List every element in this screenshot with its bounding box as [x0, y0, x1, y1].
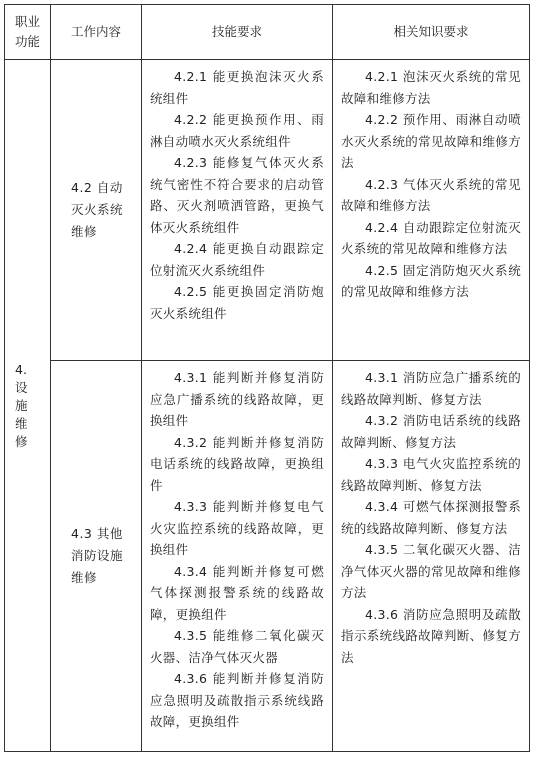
work-content-cell: 4.3 其他消防设施维修 — [51, 361, 142, 752]
skill-item: 4.2.1 能更换泡沫灭火系统组件 — [150, 69, 324, 106]
knowledge-cell — [333, 60, 530, 361]
header-knowledge: 相关知识要求 — [333, 5, 530, 60]
header-function-line2: 功能 — [14, 34, 40, 49]
header-function-line1: 职业 — [14, 14, 40, 29]
skill-item: 4.2.3 能修复气体灭火系统气密性不符合要求的启动管路、灭火剂喷洒管路，更换气体灭火系统组件 — [150, 155, 324, 235]
table-row — [5, 361, 530, 752]
skill-item: 4.3.1 能判断并修复消防应急广播系统的线路故障，更换组件 — [150, 370, 324, 428]
skill-item: 4.3.4 能判断并修复可燃气体探测报警系统的线路故障，更换组件 — [150, 563, 324, 622]
knowledge-item: 4.2.3 气体灭火系统的常见故障和维修方法 — [341, 176, 521, 213]
function-name-char: 设 — [15, 379, 28, 395]
knowledge-item: 4.3.4 可燃气体探测报警系统的线路故障判断、修复方法 — [341, 499, 521, 536]
knowledge-item: 4.2.2 预作用、雨淋自动喷水灭火系统的常见故障和维修方法 — [341, 112, 521, 170]
knowledge-item: 4.2.4 自动跟踪定位射流灭火系统的常见故障和维修方法 — [341, 219, 521, 256]
skill-item: 4.2.4 能更换自动跟踪定位射流灭火系统组件 — [150, 241, 324, 278]
skill-item: 4.3.5 能维修二氧化碳灭火器、洁净气体灭火器 — [150, 628, 324, 665]
knowledge-item: 4.3.1 消防应急广播系统的线路故障判断、修复方法 — [341, 370, 521, 407]
knowledge-cell — [333, 361, 530, 752]
function-number: 4. — [15, 361, 27, 377]
header-work-content: 工作内容 — [51, 5, 142, 60]
skills-cell — [142, 361, 333, 752]
skill-item: 4.2.5 能更换固定消防炮灭火系统组件 — [150, 284, 324, 321]
knowledge-item: 4.3.6 消防应急照明及疏散指示系统线路故障判断、修复方法 — [341, 606, 521, 665]
knowledge-item: 4.2.1 泡沫灭火系统的常见故障和维修方法 — [341, 69, 521, 106]
knowledge-item: 4.3.2 消防电话系统的线路故障判断、修复方法 — [341, 413, 521, 450]
work-content-cell: 4.2 自动灭火系统维修 — [51, 60, 142, 361]
function-name-char: 维 — [15, 415, 28, 431]
skills-cell — [142, 60, 333, 361]
header-row — [5, 5, 530, 60]
function-name-char: 施 — [15, 397, 28, 413]
skill-item: 4.2.2 能更换预作用、雨淋自动喷水灭火系统组件 — [150, 112, 324, 149]
knowledge-item: 4.2.5 固定消防炮灭火系统的常见故障和维修方法 — [341, 262, 521, 299]
skill-item: 4.3.2 能判断并修复消防电话系统的线路故障，更换组件 — [150, 434, 324, 493]
skill-item: 4.3.3 能判断并修复电气火灾监控系统的线路故障，更换组件 — [150, 499, 324, 557]
skill-item: 4.3.6 能判断并修复消防应急照明及疏散指示系统线路故障，更换组件 — [150, 671, 324, 729]
requirements-table — [4, 4, 530, 752]
header-function — [5, 5, 51, 60]
knowledge-item: 4.3.3 电气火灾监控系统的线路故障判断、修复方法 — [341, 456, 521, 493]
knowledge-item: 4.3.5 二氧化碳灭火器、洁净气体灭火器的常见故障和维修方法 — [341, 542, 521, 600]
header-skills: 技能要求 — [142, 5, 333, 60]
function-cell — [5, 60, 51, 752]
function-name-char: 修 — [15, 433, 28, 449]
table-row — [5, 60, 530, 361]
